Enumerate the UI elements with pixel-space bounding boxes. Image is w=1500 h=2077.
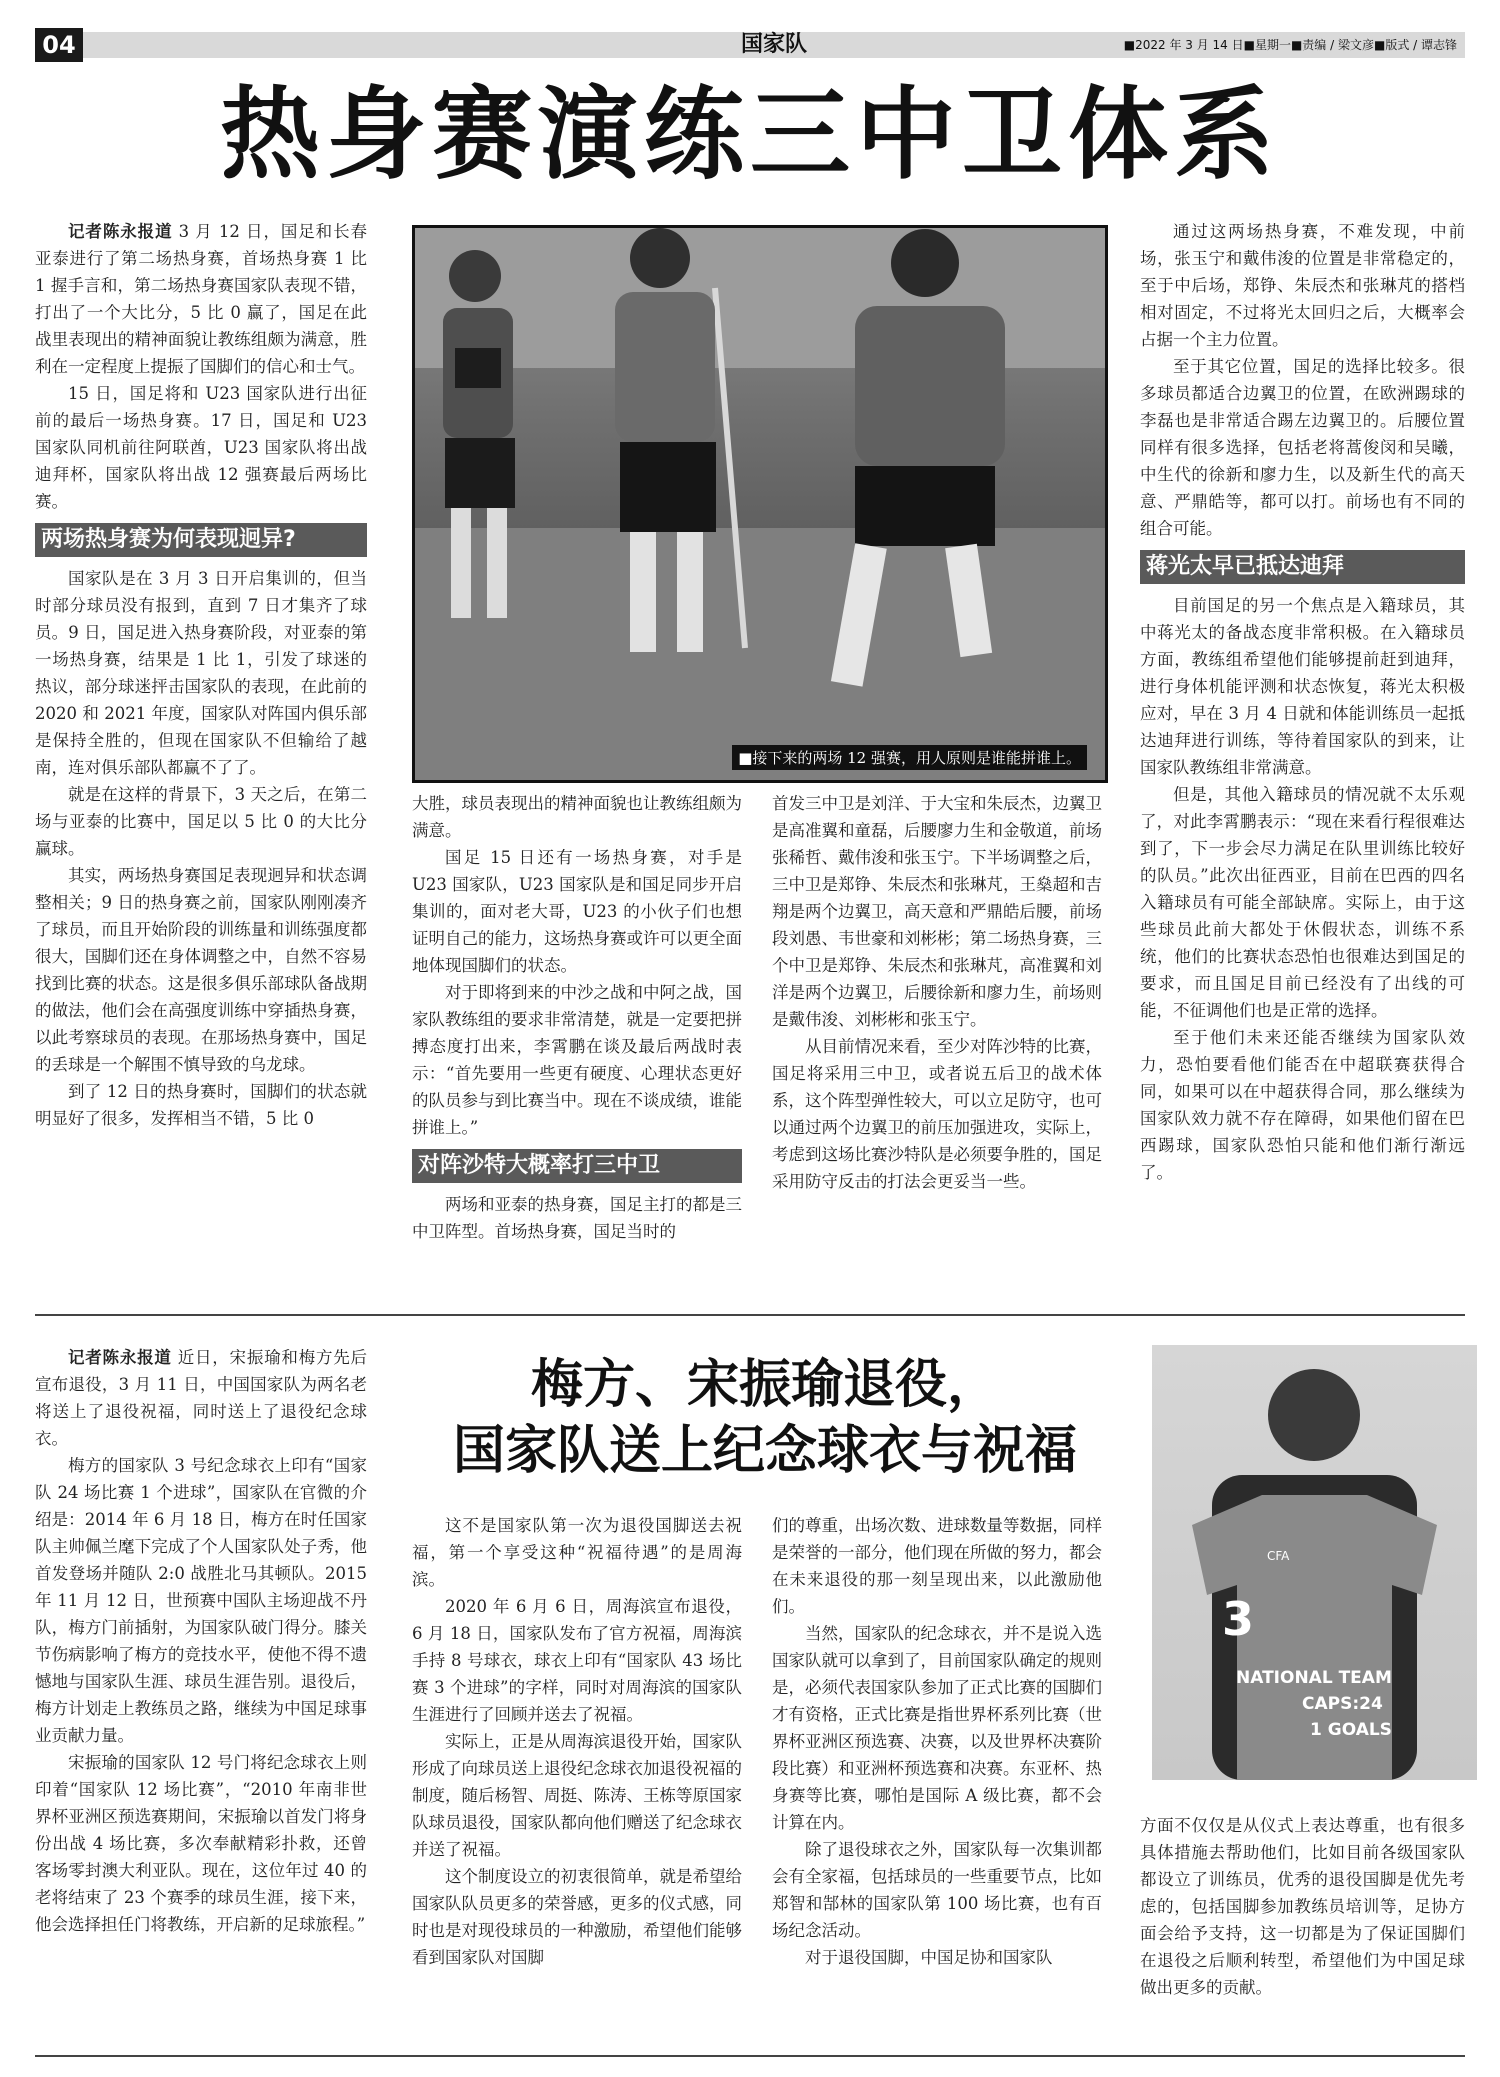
jersey-photo — [1152, 1345, 1477, 1780]
bottom-column-4 — [1140, 1812, 1465, 2001]
paragraph-text: 通过这两场热身赛，不难发现，中前场，张玉宁和戴伟浚的位置是非常稳定的，至于中后场，郑铮、朱辰杰和张琳芃的搭档相对固定，不过将光太回归之后，大概率会占据一个主力位置。 — [1140, 222, 1465, 349]
paragraph-text: 两场和亚泰的热身赛，国足主打的都是三中卫阵型。首场热身赛，国足当时的 — [412, 1195, 742, 1241]
paragraph — [1140, 592, 1465, 781]
bottom-headline-line-1: 梅方、宋振瑜退役， — [530, 1355, 999, 1415]
paragraph — [35, 1749, 367, 1938]
paragraph-text: 2020 年 6 月 6 日，周海滨宣布退役，6 月 18 日，国家队发布了官方祝福，周海滨手持 8 号球衣，球衣上印有“国家队 43 场比赛 3 个进球”的字样，同时对周海滨的国家队生涯进行了回顾并送去了祝福。 — [412, 1597, 742, 1724]
subheading: 蒋光太早已抵达迪拜 — [1140, 550, 1465, 584]
paragraph-text: 对于退役国脚，中国足协和国家队 — [805, 1948, 1053, 1967]
jersey-number: 3 — [1222, 1592, 1255, 1646]
paragraph-text: 国足 15 日还有一场热身赛，对手是 U23 国家队，U23 国家队是和国足同步开启集训的，面对老大哥，U23 的小伙子们也想证明自己的能力，这场热身赛或许可以更全面地体现国脚们的状态。 — [412, 848, 742, 975]
paragraph-text: 到了 12 日的热身赛时，国脚们的状态就明显好了很多，发挥相当不错，5 比 0 — [35, 1082, 367, 1128]
paragraph — [412, 790, 742, 844]
bottom-headline — [380, 1352, 1150, 1484]
bottom-column-3 — [772, 1512, 1102, 1971]
paragraph — [772, 790, 1102, 1033]
paragraph-text: 这不是国家队第一次为退役国脚送去祝福，第一个享受这种“祝福待遇”的是周海滨。 — [412, 1516, 742, 1589]
paragraph-text: 就是在这样的背景下，3 天之后，在第二场与亚泰的比赛中，国足以 5 比 0 的大比分赢球。 — [35, 785, 367, 858]
paragraph-text: 近日，宋振瑜和梅方先后宣布退役，3 月 11 日，中国国家队为两名老将送上了退役祝福，同时送上了退役纪念球衣。 — [35, 1348, 368, 1448]
byline: 记者陈永报道 — [68, 1348, 172, 1367]
paragraph — [35, 565, 367, 781]
paragraph-text: 除了退役球衣之外，国家队每一次集训都会有全家福，包括球员的一些重要节点，比如郑智和郜林的国家队第 100 场比赛，也有百场纪念活动。 — [772, 1840, 1102, 1940]
jersey-line-3: 1 GOALS — [1310, 1720, 1392, 1740]
page-number: 04 — [35, 28, 83, 62]
paragraph-text: 15 日，国足将和 U23 国家队进行出征前的最后一场热身赛。17 日，国足和 U23 国家队同机前往阿联酋，U23 国家队将出战迪拜杯，国家队将出战 12 强赛最后两场比赛。 — [35, 384, 367, 511]
paragraph — [412, 979, 742, 1141]
paragraph — [1140, 1812, 1465, 2001]
paragraph-text: 从目前情况来看，至少对阵沙特的比赛，国足将采用三中卫，或者说五后卫的战术体系，这个阵型弹性较大，可以立足防守，也可以通过两个边翼卫的前压加强进攻，实际上，考虑到这场比赛沙特队是必须要争胜的，国足采用防守反击的打法会更妥当一些。 — [772, 1037, 1102, 1191]
paragraph-text: 首发三中卫是刘洋、于大宝和朱辰杰，边翼卫是高准翼和童磊，后腰廖力生和金敬道，前场张稀哲、戴伟浚和张玉宁。下半场调整之后，三中卫是郑铮、朱辰杰和张琳芃，王燊超和吉翔是两个边翼卫，高天意和严鼎皓后腰，前场段刘愚、韦世豪和刘彬彬；第二场热身赛，三个中卫是郑铮、朱辰杰和张琳芃，高准翼和刘洋是两个边翼卫，后腰徐新和廖力生，前场则是戴伟浚、刘彬彬和张玉宁。 — [772, 794, 1102, 1029]
subheading: 对阵沙特大概率打三中卫 — [412, 1149, 742, 1183]
paragraph — [412, 1863, 742, 1971]
paragraph-text: 国家队是在 3 月 3 日开启集训的，但当时部分球员没有报到，直到 7 日才集齐了球员。9 日，国足进入热身赛阶段，对亚泰的第一场热身赛，结果是 1 比 1，引发了球迷的热议，部分球迷抨击国家队的表现，在此前的 2020 和 2021 年度，国家队对阵国内俱乐部是保持全胜的，但现在国家队不但输给了越南，连对俱乐部队都赢不了了。 — [35, 569, 367, 777]
jersey-badge: CFA — [1267, 1549, 1290, 1563]
header-bar — [83, 32, 1465, 58]
paragraph-text: 其实，两场热身赛国足表现迥异和状态调整相关；9 日的热身赛之前，国家队刚刚凑齐了球员，而且开始阶段的训练量和训练强度都很大，国脚们还在身体调整之中，自然不容易找到比赛的状态。这是很多俱乐部球队备战期的做法，他们会在高强度训练中穿插热身赛，以此考察球员的表现。在那场热身赛中，国足的丢球是一个解围不慎导致的乌龙球。 — [35, 866, 367, 1074]
bottom-headline-line-2: 国家队送上纪念球衣与祝福 — [452, 1421, 1077, 1481]
paragraph — [1140, 218, 1465, 353]
paragraph — [412, 1512, 742, 1593]
paragraph — [35, 781, 367, 862]
paragraph — [772, 1836, 1102, 1944]
paragraph-text: 梅方的国家队 3 号纪念球衣上印有“国家队 24 场比赛 1 个进球”，国家队在官微的介绍是：2014 年 6 月 18 日，梅方在时任国家队主帅佩兰麾下完成了个人国家队处子秀，他首发登场并随队 2:0 战胜北马其顿队。2015 年 11 月 12 日，世预赛中国队主场迎战不丹队，梅方门前插射，为国家队破门得分。膝关节伤病影响了梅方的竞技水平，使他不得不遗憾地与国家队生涯、球员生涯告别。退役后，梅方计划走上教练员之路，继续为中国足球事业贡献力量。 — [35, 1456, 367, 1745]
bottom-rule — [35, 2055, 1465, 2057]
paragraph-text: 当然，国家队的纪念球衣，并不是说入选国家队就可以拿到了，目前国家队确定的规则是，必须代表国家队参加了正式比赛的国脚们才有资格，正式比赛是指世界杯系列比赛（世界杯亚洲区预选赛、决赛，以及世界杯决赛阶段比赛）和亚洲杯预选赛和决赛。东亚杯、热身赛等比赛，哪怕是国际 A 级比赛，都不会计算在内。 — [772, 1624, 1102, 1832]
paragraph — [35, 1452, 367, 1749]
paragraph — [1140, 353, 1465, 542]
bottom-column-1 — [35, 1344, 367, 1938]
byline: 记者陈永报道 — [68, 222, 173, 241]
paragraph — [772, 1033, 1102, 1195]
paragraph-text: 这个制度设立的初衷很简单，就是希望给国家队队员更多的荣誉感，更多的仪式感，同时也是对现役球员的一种激励，希望他们能够看到国家队对国脚 — [412, 1867, 742, 1967]
paragraph — [772, 1512, 1102, 1620]
player-holding-jersey-illustration — [1152, 1345, 1477, 1780]
main-headline: 热身赛演练三中卫体系 — [220, 76, 1280, 193]
top-column-3 — [772, 790, 1102, 1195]
photo-caption: ■接下来的两场 12 强赛，用人原则是谁能拼谁上。 — [732, 745, 1087, 770]
paragraph — [35, 218, 367, 380]
paragraph — [412, 1191, 742, 1245]
paragraph — [412, 1593, 742, 1728]
jersey-line-1: NATIONAL TEAM — [1236, 1668, 1392, 1688]
paragraph-text: 实际上，正是从周海滨退役开始，国家队形成了向球员送上退役纪念球衣加退役祝福的制度，随后杨智、周挺、陈涛、王栋等原国家队球员退役，国家队都向他们赠送了纪念球衣并送了祝福。 — [412, 1732, 742, 1859]
bottom-column-2 — [412, 1512, 742, 1971]
page-header — [35, 28, 1465, 62]
paragraph-text: 至于他们未来还能否继续为国家队效力，恐怕要看他们能否在中超联赛获得合同，如果可以在中超获得合同，那么继续为国家队效力就不存在障碍，如果他们留在巴西踢球，国家队恐怕只能和他们渐行渐远了。 — [1140, 1028, 1465, 1182]
paragraph-text: 大胜，球员表现出的精神面貌也让教练组颇为满意。 — [412, 794, 742, 840]
paragraph — [1140, 781, 1465, 1024]
paragraph-text: 目前国足的另一个焦点是入籍球员，其中蒋光太的备战态度非常积极。在入籍球员方面，教练组希望他们能够提前赶到迪拜，进行身体机能评测和状态恢复，蒋光太积极应对，早在 3 月 4 日就和体能训练员一起抵达迪拜进行训练，等待着国家队的到来，让国家队教练组非常满意。 — [1140, 596, 1465, 777]
paragraph — [35, 380, 367, 515]
date-line: ■2022 年 3 月 14 日■星期一■责编 / 梁文彦■版式 / 谭志锋 — [1123, 38, 1457, 52]
paragraph-text: 3 月 12 日，国足和长春亚泰进行了第二场热身赛，首场热身赛 1 比 1 握手言和，第二场热身赛国家队表现不错，打出了一个大比分，5 比 0 赢了，国足在此战里表现出的精神面貌让教练组颇为满意，胜利在一定程度上提振了国脚们的信心和士气。 — [35, 222, 368, 376]
paragraph-text: 对于即将到来的中沙之战和中阿之战，国家队教练组的要求非常清楚，就是一定要把拼搏态度打出来，李霄鹏在谈及最后两战时表示：“首先要用一些更有硬度、心理状态更好的队员参与到比赛当中。现在不谈成绩，谁能拼谁上。” — [412, 983, 742, 1137]
top-column-1 — [35, 218, 367, 1132]
paragraph — [1140, 1024, 1465, 1186]
paragraph — [772, 1944, 1102, 1971]
players-training-illustration — [415, 228, 1105, 780]
paragraph-text: 至于其它位置，国足的选择比较多。很多球员都适合边翼卫的位置，在欧洲踢球的李磊也是非常适合踢左边翼卫的。后腰位置同样有很多选择，包括老将蒿俊闵和吴曦，中生代的徐新和廖力生，以及新生代的高天意、严鼎皓等，都可以打。前场也有不同的组合可能。 — [1140, 357, 1465, 538]
paragraph — [35, 1344, 367, 1452]
paragraph — [412, 844, 742, 979]
paragraph — [35, 1078, 367, 1132]
paragraph-text: 宋振瑜的国家队 12 号门将纪念球衣上则印着“国家队 12 场比赛”，“2010 年南非世界杯亚洲区预选赛期间，宋振瑜以首发门将身份出战 4 场比赛，多次奉献精彩扑救，还曾客场零封澳大利亚队。现在，这位年过 40 的老将结束了 23 个赛季的球员生涯，接下来，他会选择担任门将教练，开启新的足球旅程。” — [35, 1753, 367, 1934]
section-title: 国家队 — [740, 32, 807, 57]
paragraph — [772, 1620, 1102, 1836]
top-column-4 — [1140, 218, 1465, 1186]
paragraph — [35, 862, 367, 1078]
section-divider — [35, 1314, 1465, 1316]
paragraph-text: 们的尊重，出场次数、进球数量等数据，同样是荣誉的一部分，他们现在所做的努力，都会在未来退役的那一刻呈现出来，以此激励他们。 — [772, 1516, 1102, 1616]
subheading: 两场热身赛为何表现迥异? — [35, 523, 367, 557]
paragraph — [412, 1728, 742, 1863]
jersey-line-2: CAPS:24 — [1302, 1694, 1383, 1714]
top-column-2 — [412, 790, 742, 1245]
training-photo — [412, 225, 1108, 783]
paragraph-text: 但是，其他入籍球员的情况就不太乐观了，对此李霄鹏表示：“现在来看行程很难达到了，下一步会尽力满足在队里训练比较好的队员。”此次出征西亚，目前在巴西的四名入籍球员有可能全部缺席。实际上，由于这些球员此前大都处于休假状态，训练不系统，他们的比赛状态恐怕也很难达到国足的要求，而且国足目前已经没有了出线的可能，不征调他们也是正常的选择。 — [1140, 785, 1465, 1020]
paragraph-text: 方面不仅仅是从仪式上表达尊重，也有很多具体措施去帮助他们，比如目前各级国家队都设立了训练员，优秀的退役国脚是优先考虑的，包括国脚参加教练员培训等，足协方面会给予支持，这一切都是为了保证国脚们在退役之后顺利转型，希望他们为中国足球做出更多的贡献。 — [1140, 1816, 1465, 1997]
